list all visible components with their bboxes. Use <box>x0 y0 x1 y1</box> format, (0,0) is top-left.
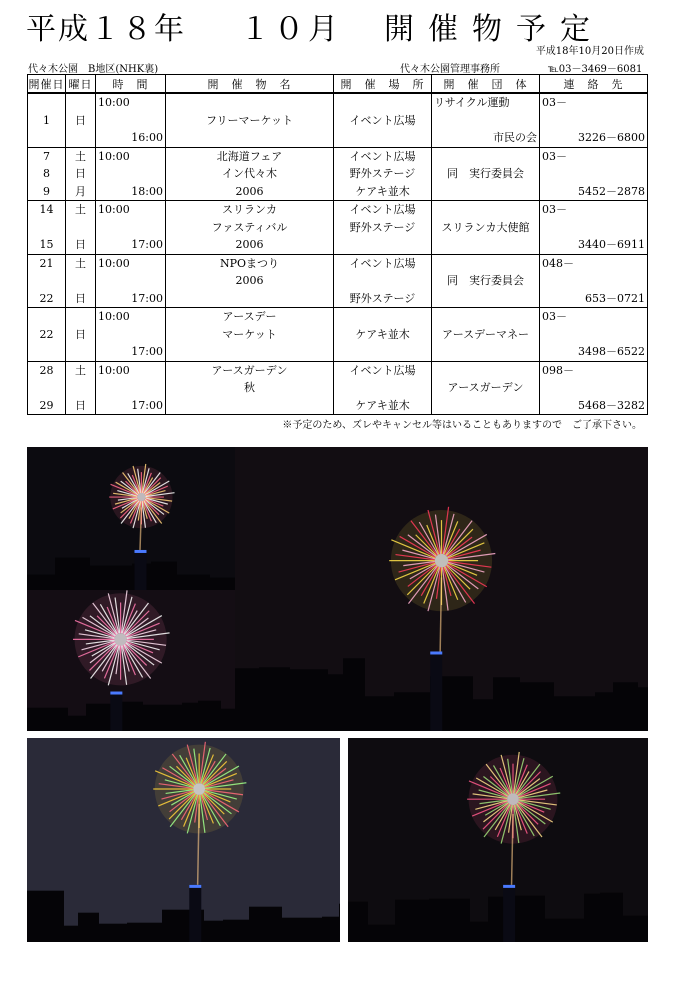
cell-date-line <box>28 379 65 397</box>
cell-organizer-line <box>432 148 539 166</box>
cell-event-name-line <box>166 290 333 308</box>
cell-organizer-line: アースデーマネー <box>442 327 529 341</box>
cell-weekday-line: 日 <box>75 398 86 412</box>
cell-event-name-line: 秋 <box>244 381 255 394</box>
title-main: 開催物予定 <box>384 12 604 47</box>
cell-organizer <box>432 93 540 147</box>
skyline-building <box>513 896 545 942</box>
cell-weekday <box>66 93 96 147</box>
skyline-building <box>554 696 595 731</box>
cell-event-name-line <box>166 129 333 147</box>
cell-event-name-line <box>166 397 333 415</box>
cell-organizer-line <box>432 308 539 326</box>
cell-organizer-line: アースガーデン <box>447 381 524 394</box>
cell-contact-line <box>540 219 647 237</box>
cell-date-line <box>28 129 65 147</box>
skyline-building <box>90 566 132 590</box>
cell-weekday-line: 土 <box>75 363 86 377</box>
cell-venue-line <box>334 94 431 112</box>
skyline-building <box>127 923 162 942</box>
cell-organizer-line <box>432 201 539 219</box>
skyline-building <box>210 578 235 590</box>
cell-weekday-line: 日 <box>75 238 86 251</box>
cell-date <box>28 254 66 308</box>
cell-organizer-line: 市民の会 <box>493 131 537 144</box>
cell-time-line: 16:00 <box>131 131 163 144</box>
skyline-building <box>235 668 259 731</box>
cell-date-line <box>28 308 65 326</box>
cell-venue <box>334 93 432 147</box>
firework-core <box>507 793 519 805</box>
cell-date-line: 9 <box>43 184 50 198</box>
cell-event-name-line <box>166 343 333 361</box>
cell-contact-line <box>540 326 647 344</box>
cell-date-line: 22 <box>39 291 54 305</box>
cell-contact-line <box>540 112 647 130</box>
skyline-building <box>55 558 90 590</box>
cell-time-line: 17:00 <box>131 345 163 358</box>
cell-venue <box>334 361 432 415</box>
skyline-building <box>429 899 470 942</box>
skyline-building <box>322 917 339 942</box>
cell-venue-line <box>334 129 431 147</box>
cell-time-line: 18:00 <box>131 184 163 198</box>
cell-weekday-line <box>66 94 95 112</box>
cell-venue-line <box>334 272 431 290</box>
cell-time-line <box>96 165 165 183</box>
skyline-building <box>339 904 340 942</box>
cell-date <box>28 147 66 201</box>
cell-event-name <box>166 93 334 147</box>
office-name: 代々木公園管理事務所 <box>400 64 500 75</box>
skyline-building <box>99 924 127 942</box>
firework-core <box>193 783 205 795</box>
skyline-building <box>493 677 520 731</box>
skyline-building <box>249 907 282 942</box>
header-organizer: 開 催 団 体 <box>432 75 540 94</box>
cell-weekday-line: 月 <box>75 184 86 198</box>
photo-fireworks-mid-left <box>27 590 235 731</box>
cell-event-name-line: ファスティバル <box>211 220 288 234</box>
cell-weekday-line <box>66 219 95 237</box>
skyline-building <box>143 705 182 731</box>
cell-time-line: 10:00 <box>98 256 130 270</box>
skyline-building <box>368 925 395 942</box>
cell-organizer-line: 同 実行委員会 <box>447 167 524 180</box>
table-header-row <box>28 75 648 94</box>
cell-organizer-line: 同 実行委員会 <box>447 274 524 287</box>
tower-building <box>110 692 122 731</box>
cell-organizer-line <box>432 112 539 130</box>
cell-organizer <box>432 308 540 362</box>
cell-date-line: 8 <box>43 167 50 180</box>
cell-weekday <box>66 308 96 362</box>
cell-time <box>96 93 166 147</box>
skyline-building <box>290 669 328 731</box>
cell-time-line: 17:00 <box>131 398 163 412</box>
cell-event-name-line: スリランカ <box>222 203 277 216</box>
cell-contact-line: 03－ <box>542 149 567 163</box>
cell-weekday-line <box>66 129 95 147</box>
skyline-building <box>365 696 394 731</box>
tower-light <box>110 692 122 695</box>
cell-date-line: 28 <box>39 363 54 377</box>
cell-venue-line: イベント広場 <box>349 203 416 216</box>
cell-organizer-line <box>432 183 539 201</box>
cell-weekday-line: 日 <box>75 327 86 341</box>
cell-event-name-line: NPOまつり <box>219 256 280 270</box>
title-year: 平成１８年 <box>26 12 186 47</box>
skyline-building <box>204 921 223 942</box>
cell-time-line <box>96 326 165 344</box>
cell-date-line <box>28 94 65 112</box>
cell-event-name-line: フリーマーケット <box>205 113 293 127</box>
skyline-building <box>223 920 249 942</box>
skyline-building <box>623 916 648 942</box>
cell-time-line <box>96 272 165 290</box>
tower-building <box>189 885 201 942</box>
header-time: 時 間 <box>96 75 166 94</box>
tower-light <box>430 651 442 654</box>
cell-weekday-line: 土 <box>75 256 86 270</box>
tower-light <box>134 550 146 553</box>
title-month: １０月 <box>240 12 342 47</box>
skyline-building <box>470 922 488 942</box>
tower-building <box>503 885 515 942</box>
cell-organizer <box>432 254 540 308</box>
table-row <box>28 147 648 201</box>
fireworks-drawing <box>27 447 235 590</box>
cell-date <box>28 361 66 415</box>
firework-core <box>114 633 126 645</box>
table-row <box>28 361 648 415</box>
cell-venue <box>334 308 432 362</box>
cell-event-name-line: 2006 <box>235 238 264 251</box>
cell-weekday-line <box>66 272 95 290</box>
cell-weekday <box>66 201 96 255</box>
cell-venue <box>334 254 432 308</box>
cell-date-line: 15 <box>39 238 54 251</box>
table-row <box>28 93 648 147</box>
cell-venue-line: ケアキ並木 <box>355 398 410 412</box>
skyline-building <box>182 703 198 731</box>
cell-date-line <box>28 272 65 290</box>
fireworks-drawing <box>235 447 648 731</box>
firework-core <box>137 493 145 501</box>
tower-building <box>134 550 146 590</box>
header-event-name: 開 催 物 名 <box>166 75 334 94</box>
skyline-building <box>27 891 64 942</box>
cell-time-line: 10:00 <box>98 363 130 377</box>
cell-weekday <box>66 254 96 308</box>
cell-contact-line: 3226－6800 <box>578 131 645 144</box>
cell-organizer-line <box>432 236 539 254</box>
photo-fireworks-bottom-left <box>27 738 340 942</box>
cell-time-line: 10:00 <box>98 203 130 216</box>
skyline-building <box>638 687 648 731</box>
cell-venue-line <box>334 379 431 397</box>
skyline-building <box>520 682 554 731</box>
cell-contact <box>540 147 648 201</box>
cell-date-line: 22 <box>39 327 54 341</box>
cell-date-line: 1 <box>43 113 50 127</box>
cell-event-name-line: 2006 <box>235 184 264 198</box>
firework-core <box>435 554 448 567</box>
cell-contact <box>540 254 648 308</box>
table-row <box>28 254 648 308</box>
skyline-building <box>78 913 99 942</box>
cell-time-line: 10:00 <box>98 96 130 109</box>
cell-venue-line <box>334 308 431 326</box>
office-phone: ℡03－3469－6081 <box>548 64 643 75</box>
header-date: 開催日 <box>28 75 66 94</box>
cell-date-line: 29 <box>39 398 54 412</box>
cell-event-name-line: アースデー <box>222 310 277 323</box>
cell-venue-line: ケアキ並木 <box>355 184 410 198</box>
header-weekday: 曜日 <box>66 75 96 94</box>
cell-time-line: 17:00 <box>131 238 163 251</box>
cell-date <box>28 201 66 255</box>
cell-contact <box>540 93 648 147</box>
skyline-building <box>584 894 600 942</box>
skyline-building <box>473 699 493 731</box>
cell-event-name <box>166 147 334 201</box>
skyline-building <box>64 926 78 942</box>
cell-contact-line <box>540 165 647 183</box>
skyline-building <box>613 682 638 731</box>
header-venue: 開 催 場 所 <box>334 75 432 94</box>
skyline-building <box>395 900 429 942</box>
cell-venue-line <box>334 343 431 361</box>
cell-weekday <box>66 147 96 201</box>
cell-contact-line: 03－ <box>542 310 567 323</box>
cell-date-line <box>28 219 65 237</box>
cell-weekday-line: 土 <box>75 149 86 163</box>
cell-event-name <box>166 361 334 415</box>
cell-event-name-line: イン代々木 <box>222 167 277 180</box>
disclaimer-note: ※予定のため、ズレやキャンセル等はいることもありますので ご了承下さい。 <box>282 420 642 431</box>
cell-venue-line: 野外ステージ <box>349 291 416 305</box>
cell-contact-line: 653－0721 <box>585 291 645 305</box>
tower-light <box>503 885 515 888</box>
cell-time <box>96 201 166 255</box>
cell-contact-line <box>540 272 647 290</box>
cell-date-line: 14 <box>39 203 54 216</box>
header-contact: 連 絡 先 <box>540 75 648 94</box>
cell-event-name-line <box>166 94 333 112</box>
cell-time <box>96 361 166 415</box>
cell-date-line: 21 <box>39 256 54 270</box>
cell-organizer-line <box>432 255 539 273</box>
cell-weekday <box>66 361 96 415</box>
cell-contact <box>540 308 648 362</box>
cell-date-line: 7 <box>43 149 50 163</box>
cell-weekday-line: 土 <box>75 203 86 216</box>
skyline-building <box>348 902 368 942</box>
created-date: 平成18年10月20日作成 <box>535 46 644 57</box>
cell-contact-line <box>540 379 647 397</box>
cell-weekday-line: 日 <box>75 167 86 180</box>
tower-light <box>189 885 201 888</box>
cell-venue-line: イベント広場 <box>349 113 416 127</box>
fireworks-drawing <box>27 738 340 942</box>
cell-contact <box>540 201 648 255</box>
cell-organizer <box>432 147 540 201</box>
skyline-building <box>27 575 55 590</box>
skyline-building <box>394 692 430 731</box>
fireworks-drawing <box>27 590 235 731</box>
cell-time-line <box>96 379 165 397</box>
cell-time-line: 10:00 <box>98 149 130 163</box>
skyline-building <box>259 667 290 731</box>
schedule-table <box>27 74 648 415</box>
cell-event-name <box>166 201 334 255</box>
cell-event-name <box>166 254 334 308</box>
cell-weekday-line <box>66 308 95 326</box>
skyline-building <box>198 701 221 731</box>
cell-date <box>28 308 66 362</box>
skyline-building <box>328 674 343 731</box>
park-location: 代々木公園 B地区(NHK裏) <box>28 64 159 75</box>
photo-fireworks-large <box>235 447 648 731</box>
cell-time-line <box>96 112 165 130</box>
photo-fireworks-top-left <box>27 447 235 590</box>
cell-venue-line: 野外ステージ <box>349 167 416 180</box>
skyline-building <box>595 692 613 731</box>
cell-organizer-line <box>432 290 539 308</box>
cell-venue <box>334 147 432 201</box>
cell-time-line <box>96 219 165 237</box>
cell-event-name-line: 2006 <box>235 274 264 287</box>
cell-contact-line: 03－ <box>542 203 567 216</box>
skyline-building <box>600 893 623 942</box>
cell-venue-line: イベント広場 <box>349 363 416 377</box>
cell-weekday-line: 日 <box>75 291 86 305</box>
cell-contact-line: 03－ <box>542 96 567 109</box>
cell-contact-line: 3498－6522 <box>578 345 645 358</box>
cell-weekday-line <box>66 343 95 361</box>
cell-organizer-line: スリランカ大使館 <box>441 220 530 234</box>
fireworks-drawing <box>348 738 648 942</box>
table-row <box>28 201 648 255</box>
cell-organizer <box>432 361 540 415</box>
cell-contact-line: 5468－3282 <box>578 398 645 412</box>
cell-venue <box>334 201 432 255</box>
skyline-building <box>27 708 68 731</box>
skyline-building <box>545 919 584 942</box>
cell-contact-line: 048－ <box>542 256 574 270</box>
skyline-building <box>177 575 210 590</box>
cell-time <box>96 147 166 201</box>
cell-venue-line: 野外ステージ <box>349 220 416 234</box>
cell-time-line: 17:00 <box>131 291 163 305</box>
cell-contact-line: 5452－2878 <box>578 184 645 198</box>
cell-contact-line: 3440－6911 <box>578 238 645 251</box>
cell-time <box>96 308 166 362</box>
cell-venue-line: イベント広場 <box>349 149 416 163</box>
skyline-building <box>282 918 322 942</box>
cell-weekday-line <box>66 379 95 397</box>
skyline-building <box>151 562 177 590</box>
cell-event-name-line: マーケット <box>222 327 277 341</box>
skyline-building <box>68 716 86 731</box>
cell-event-name <box>166 308 334 362</box>
cell-organizer-line: リサイクル運動 <box>434 96 510 109</box>
skyline-building <box>343 658 365 731</box>
cell-date-line <box>28 343 65 361</box>
skyline-building <box>86 704 111 731</box>
cell-venue-line: ケアキ並木 <box>355 327 410 341</box>
cell-organizer <box>432 201 540 255</box>
table-row <box>28 308 648 362</box>
cell-venue-line: イベント広場 <box>349 256 416 270</box>
photo-fireworks-bottom-right <box>348 738 648 942</box>
cell-organizer-line <box>432 343 539 361</box>
cell-organizer-line <box>432 362 539 380</box>
cell-time-line: 10:00 <box>98 310 130 323</box>
cell-contact <box>540 361 648 415</box>
cell-event-name-line: アースガーデン <box>211 363 288 377</box>
tower-building <box>430 651 442 731</box>
cell-venue-line <box>334 236 431 254</box>
cell-weekday-line: 日 <box>75 113 86 127</box>
cell-date <box>28 93 66 147</box>
cell-contact-line: 098－ <box>542 363 574 377</box>
cell-organizer-line <box>432 397 539 415</box>
skyline-building <box>221 709 235 731</box>
cell-event-name-line: 北海道フェア <box>216 149 283 163</box>
cell-time <box>96 254 166 308</box>
